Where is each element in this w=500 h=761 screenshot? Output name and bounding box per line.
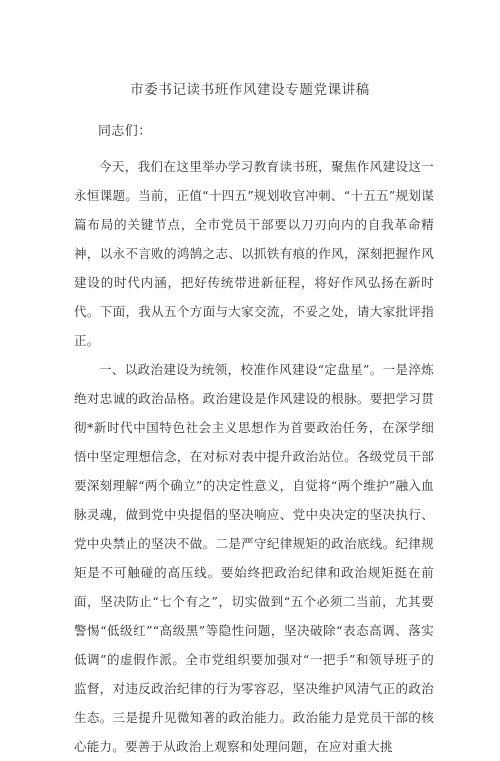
salutation: 同志们： [98, 124, 152, 139]
paragraph-section-one: 一、以政治建设为统领，校准作风建设“定盘星”。一是淬炼绝对忠诚的政治品格。政治建设是作风建设的根脉。要把学习贯彻*新时代中国特色社会主义思想作为首要政治任务，在深学细悟中坚定理想信念，在对标对表中提升政治站位。各级党员干部要深刻理解“两个确立”的决定性意义，自觉将“两个维护”融入血脉灵魂，做到党中央提倡的坚决响应、党中央决定的坚决执行、党中央禁止的坚决不做。二是严守纪律规矩的政治底线。纪律规矩是不可触碰的高压线。要始终把政治纪律和政治规矩挺在前面，坚决防止“七个有之”，切实做到“五个必须二当前，尤其要警惕“低级红”“高级黑”等隐性问题，坚决破除“表态高调、落实低调”的虚假作派。全市党组织要加强对“一把手”和领导班子的监督，对违反政治纪律的行为零容忍，坚决维护风清气正的政治生态。三是提升见微知著的政治能力。政治能力是党员干部的核心能力。要善于从政治上观察和处理问题，在应对重大挑 [74, 362, 434, 754]
document-body [74, 152, 434, 761]
paragraph-intro: 今天，我们在这里举办学习教育读书班，聚焦作风建设这一永恒课题。当前，正值“十四五”规划收官冲刺、“十五五”规划谋篇布局的关键节点，全市党员干部要以刀刃向内的自我革命精神，以永不言败的鸿鹄之志、以抓铁有痕的作风，深刻把握作风建设的时代内涵，把好传统带进新征程，将好作风弘扬在新时代。下面，我从五个方面与大家交流，不妥之处，请大家批评指正。 [74, 159, 434, 348]
document-title: 市委书记读书班作风建设专题党课讲稿 [130, 82, 370, 98]
